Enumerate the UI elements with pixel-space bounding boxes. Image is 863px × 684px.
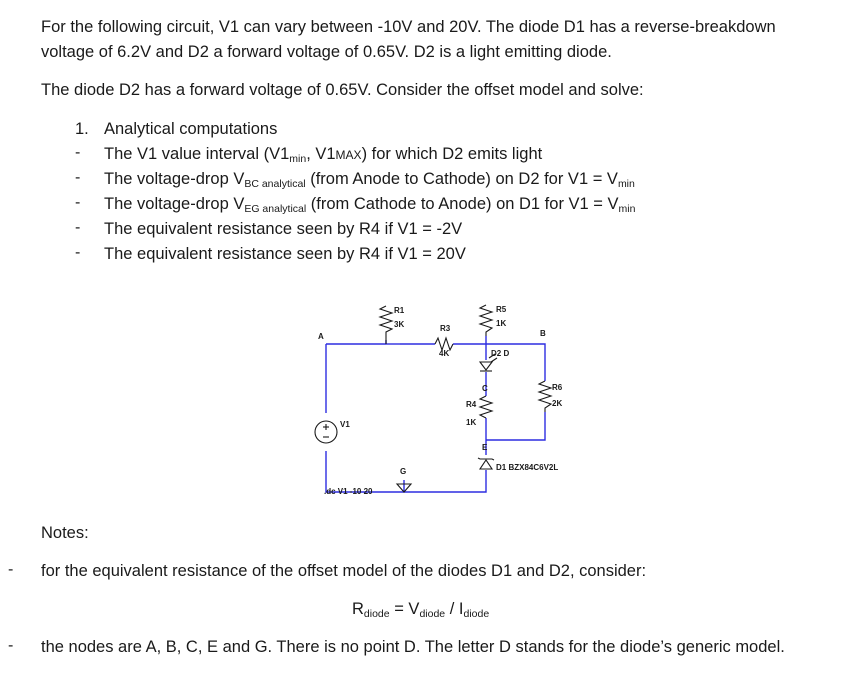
circuit-schematic — [300, 296, 620, 506]
r4-name: R4 — [466, 400, 477, 409]
r5-name: R5 — [496, 305, 507, 314]
notes-heading: Notes: — [41, 524, 89, 542]
node-g-label: G — [400, 467, 407, 476]
v1-source-icon — [315, 421, 337, 443]
list-item-4: The equivalent resistance seen by R4 if V1 = -2V — [104, 220, 463, 238]
intro-line-1: For the following circuit, V1 can vary between -10V and 20V. The diode D1 has a reverse-breakdown — [41, 18, 776, 36]
notes-item-2: the nodes are A, B, C, E and G. There is no point D. The letter D stands for the diode’s generic model. — [41, 638, 785, 656]
list-item-2: The voltage-drop $V_{BC analytical}$ (from Anode to Cathode) on D2 for $V1 = V_{min}$ — [104, 170, 635, 190]
r4-resistor — [480, 396, 492, 418]
notes-bullet: - — [8, 637, 14, 654]
dc-directive: .dc V1 -10 20 — [324, 487, 373, 496]
notes-item-1: for the equivalent resistance of the offset model of the diodes D1 and D2, consider: — [41, 562, 647, 580]
list-bullet: - — [75, 169, 81, 186]
list-heading: Analytical computations — [104, 120, 278, 138]
intro-line-3: The diode D2 has a forward voltage of 0.65V. Consider the offset model and solve: — [41, 81, 644, 99]
list-number: 1. — [75, 120, 89, 138]
r6-value: 2K — [552, 399, 563, 408]
v1-name: V1 — [340, 420, 350, 429]
node-c-label: C — [482, 384, 488, 393]
node-b-label: B — [540, 329, 546, 338]
list-bullet: - — [75, 144, 81, 161]
r5-value: 1K — [496, 319, 507, 328]
list-bullet: - — [75, 194, 81, 211]
list-item-5: The equivalent resistance seen by R4 if V1 = 20V — [104, 245, 466, 263]
r4-value: 1K — [466, 418, 477, 427]
r1-resistor — [380, 306, 392, 344]
r6-resistor — [539, 381, 551, 412]
r5-resistor — [480, 305, 492, 336]
r3-name: R3 — [440, 324, 451, 333]
node-e-label: E — [482, 443, 488, 452]
list-bullet: - — [75, 219, 81, 236]
wire — [486, 412, 545, 440]
r3-value: 4K — [439, 349, 450, 358]
node-a-label: A — [318, 332, 324, 341]
resistance-formula: $R_{diode} = V_{diode} / I_{diode}$ — [352, 600, 490, 620]
r6-name: R6 — [552, 383, 563, 392]
wire — [326, 451, 407, 492]
list-item-3: The voltage-drop $V_{EG analytical}$ (from Cathode to Anode) on D1 for $V1 = V_{min}$ — [104, 195, 636, 215]
r1-value: 3K — [394, 320, 405, 329]
wire — [404, 470, 486, 492]
intro-line-2: voltage of 6.2V and D2 a forward voltage of 0.65V. D2 is a light emitting diode. — [41, 43, 612, 61]
list-bullet: - — [75, 244, 81, 261]
list-item-1: The V1 value interval ($V1_{min}$, V1MAX) for which D2 emits light — [104, 145, 543, 165]
r1-name: R1 — [394, 306, 405, 315]
d2-label: D2 D — [491, 349, 510, 358]
d1-zener-icon — [478, 458, 494, 469]
notes-bullet: - — [8, 561, 14, 578]
d1-label: D1 BZX84C6V2L — [496, 463, 559, 472]
